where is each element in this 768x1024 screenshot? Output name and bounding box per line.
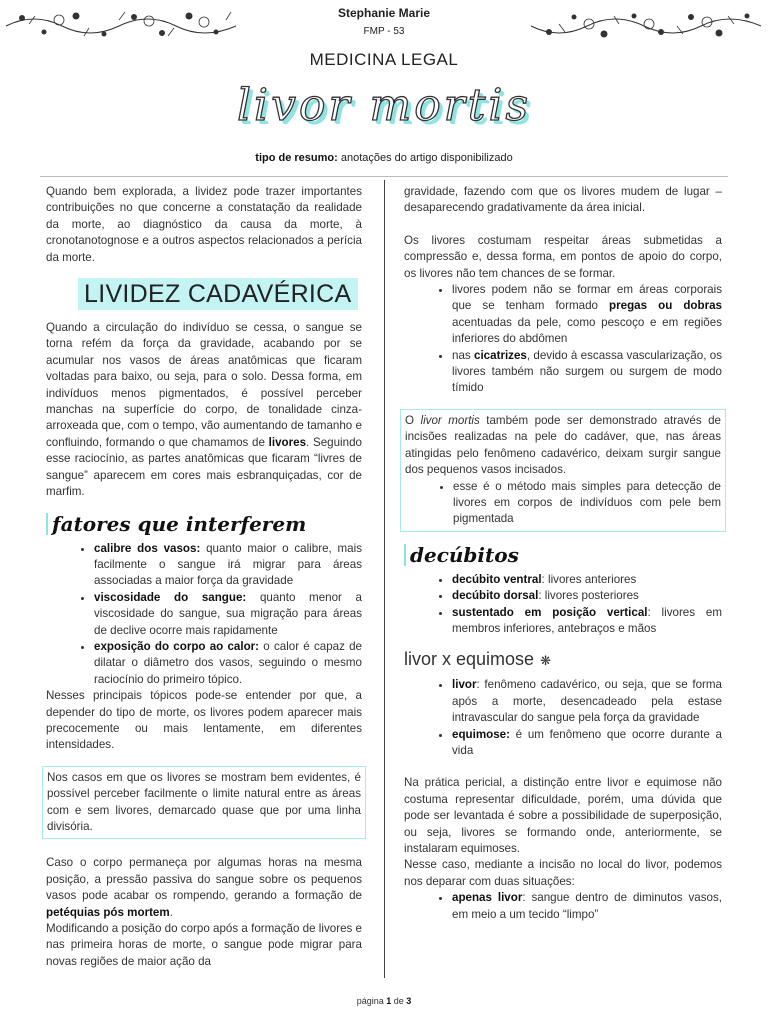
list-item: • esse é o método mais simples para detecção de livores em corpos de indivíduos com pele bem pigmentada	[453, 479, 721, 528]
situacoes-list	[404, 890, 722, 923]
fatores-text: o calor é capaz de dilatar o diâmetro dos vasos, seguindo o mesmo raciocínio do primeiro tópico.	[94, 639, 363, 686]
caso-paragraph	[46, 855, 362, 921]
modificando-paragraph: Modificando a posição do corpo após a formação de livores e nas primeira horas de morte, o sangue pode migrar para novas regiões de maior ação da	[46, 922, 362, 968]
box-text: Nos casos em que os livores se mostram bem evidentes, é possível perceber facilmente o limite natural entre as áreas com e sem livores, demarcado quase que por uma linha divisória.	[47, 770, 361, 833]
box-text-2: também pode ser demonstrado através de incisões realizadas na pele do cadáver, que, nas áreas atingidas pelo fenômeno cadavérico, deixam surgir sangue dos pequenos vasos incisados.	[405, 413, 721, 477]
box-text-1: O	[405, 413, 421, 427]
header-rule	[40, 176, 728, 177]
livor-term: equimose:	[452, 727, 510, 741]
item-text: , devido à escassa vascularização, os livores também não surgem ou surgem de modo tímido	[452, 348, 722, 395]
list-item	[452, 282, 722, 348]
caso-text-2: .	[169, 905, 173, 919]
box-text	[405, 413, 721, 479]
decubito-term: decúbito ventral	[452, 572, 542, 586]
class-code: FMP - 53	[363, 26, 405, 37]
item-text: livores podem não se formar em áreas corporais que se tenham formado	[452, 283, 722, 313]
respeitar-list	[404, 282, 722, 397]
lividez-text-1: Quando a circulação do indivíduo se cessa, o sangue se torna refém da força da gravidade, acabando por se acumular nos vasos de áreas anatômicas que ficaram voltadas para baixo, ou seja, para o solo. Dessa forma, em indivíduos menos pigmentados, é possível perceber manchas na superfície do corpo, de tonalidade cinza-arroxeada que, com o tempo, vão aumentando de tamanho e confluindo, formando o que chamamos de	[46, 321, 362, 449]
list-item	[452, 727, 722, 760]
footer-total-pages: 3	[406, 996, 412, 1006]
situacao-term: apenas livor	[452, 891, 523, 905]
footer-sep: de	[393, 996, 404, 1006]
decubito-text: : livores em membros inferiores, antebraços e mãos	[452, 605, 722, 635]
column-divider	[384, 180, 385, 978]
footer-label: página	[356, 996, 384, 1006]
item-bold: cicatrizes	[474, 348, 527, 362]
livor-equimose-text: livor x equimose	[404, 649, 535, 670]
box-italic: livor mortis	[420, 413, 480, 427]
summary-type	[0, 152, 768, 164]
situacao-text: : sangue dentro de diminutos vasos, em meio a um tecido “limpo”	[452, 891, 722, 921]
list-item	[452, 890, 722, 923]
fatores-list	[46, 541, 362, 689]
livor-list	[404, 677, 722, 759]
intro-paragraph: Quando bem explorada, a lividez pode trazer importantes contribuições no que concerne a constatação da realidade da morte, ao diagnóstico da causa da morte, à cronotanotognose e a outros aspectos relacionados a perícia da morte.	[46, 185, 362, 264]
list-item	[452, 572, 722, 588]
page-footer	[0, 996, 768, 1006]
respeitar-paragraph: Os livores costumam respeitar áreas submetidas a compressão e, dessa forma, em pontos de apoio do corpo, os livores não tem chances de se formar.	[404, 233, 722, 280]
box-list	[405, 479, 721, 528]
subject-title: MEDICINA LEGAL	[309, 50, 459, 69]
caso-bold-petequias: petéquias pós mortem	[46, 905, 170, 919]
author-name: Stephanie Marie	[337, 6, 431, 20]
livor-text: é um fenômeno que ocorre durante a vida	[452, 727, 722, 757]
fatores-term: exposição do corpo ao calor:	[94, 639, 260, 653]
right-column	[404, 184, 722, 923]
page-title: livor mortis	[236, 80, 532, 131]
list-item	[452, 348, 722, 397]
pratica-paragraph: Na prática pericial, a distinção entre livor e equimose não costuma representar dificuldade, porém, uma dúvida que pode ser levantada é sobre a possibilidade de superposição, ou seja, livores se formando onde, anteriormente, se instalaram equimoses.	[404, 776, 722, 855]
item-bold: pregas ou dobras	[609, 299, 722, 313]
livor-equimose-heading	[404, 647, 722, 673]
footer-current-page: 1	[386, 996, 392, 1006]
summary-type-value: anotações do artigo disponibilizado	[340, 152, 513, 164]
fatores-heading: fatores que interferem	[46, 511, 362, 537]
lividez-bold-livores: livores	[268, 435, 307, 449]
list-item	[94, 590, 362, 639]
decubito-text: : livores posteriores	[538, 589, 639, 603]
item-text: nas	[452, 348, 475, 362]
lividez-text-2: . Seguindo esse raciocínio, as partes anatômicas que ficaram “livres de sangue” aparecem em cores mais esbranquiçadas, cor de marfim.	[46, 435, 362, 499]
decubito-text: : livores anteriores	[541, 572, 637, 586]
lividez-heading: LIVIDEZ CADAVÉRICA	[78, 278, 358, 310]
decubitos-heading: decúbitos	[404, 542, 722, 568]
fatores-term: calibre dos vasos:	[94, 541, 201, 555]
highlight-box-incisoes	[400, 409, 726, 532]
list-item	[452, 588, 722, 604]
fatores-text: quanto maior o calibre, mais facilmente o sangue irá migrar para áreas associadas a maior força da gravidade	[94, 541, 363, 588]
lividez-paragraph	[46, 320, 362, 500]
summary-type-label: tipo de resumo:	[255, 152, 338, 164]
decubito-term: sustentado em posição vertical	[452, 605, 648, 619]
fatores-conclusion: Nesses principais tópicos pode-se entender por que, a depender do tipo de morte, os livores podem aparecer mais precocemente ou mais lentamente, em diferentes intensidades.	[46, 689, 362, 752]
fatores-text: quanto menor a viscosidade do sangue, sua migração para áreas de declive ocorre mais rapidamente	[94, 590, 363, 637]
list-item	[452, 605, 722, 638]
highlight-box-limite	[42, 766, 366, 840]
gravidade-continuation: gravidade, fazendo com que os livores mudem de lugar – desaparecendo gradativamente da área inicial.	[404, 185, 722, 215]
fatores-term: viscosidade do sangue:	[94, 590, 247, 604]
decubitos-list	[404, 572, 722, 638]
list-item	[94, 541, 362, 590]
livor-text: : fenômeno cadavérico, ou seja, que se forma após a morte, desencadeado pela estase intravascular do sangue pela força da gravidade	[452, 678, 722, 725]
list-item	[94, 639, 362, 688]
caso-text-1: Caso o corpo permaneça por algumas horas na mesma posição, a pressão passiva do sangue sobre os pequenos vasos pode acabar os rompendo, gerando a formação de	[46, 856, 362, 903]
list-item	[452, 677, 722, 726]
livor-term: livor	[452, 678, 477, 692]
item-text: acentuadas da pele, como pescoço e em regiões inferiores do abdômen	[452, 315, 722, 346]
flower-icon: ❋	[540, 653, 551, 669]
left-column	[46, 184, 362, 970]
nesse-paragraph: Nesse caso, mediante a incisão no local do livor, podemos nos deparar com duas situações:	[404, 858, 722, 888]
decubito-term: decúbito dorsal	[452, 589, 539, 603]
